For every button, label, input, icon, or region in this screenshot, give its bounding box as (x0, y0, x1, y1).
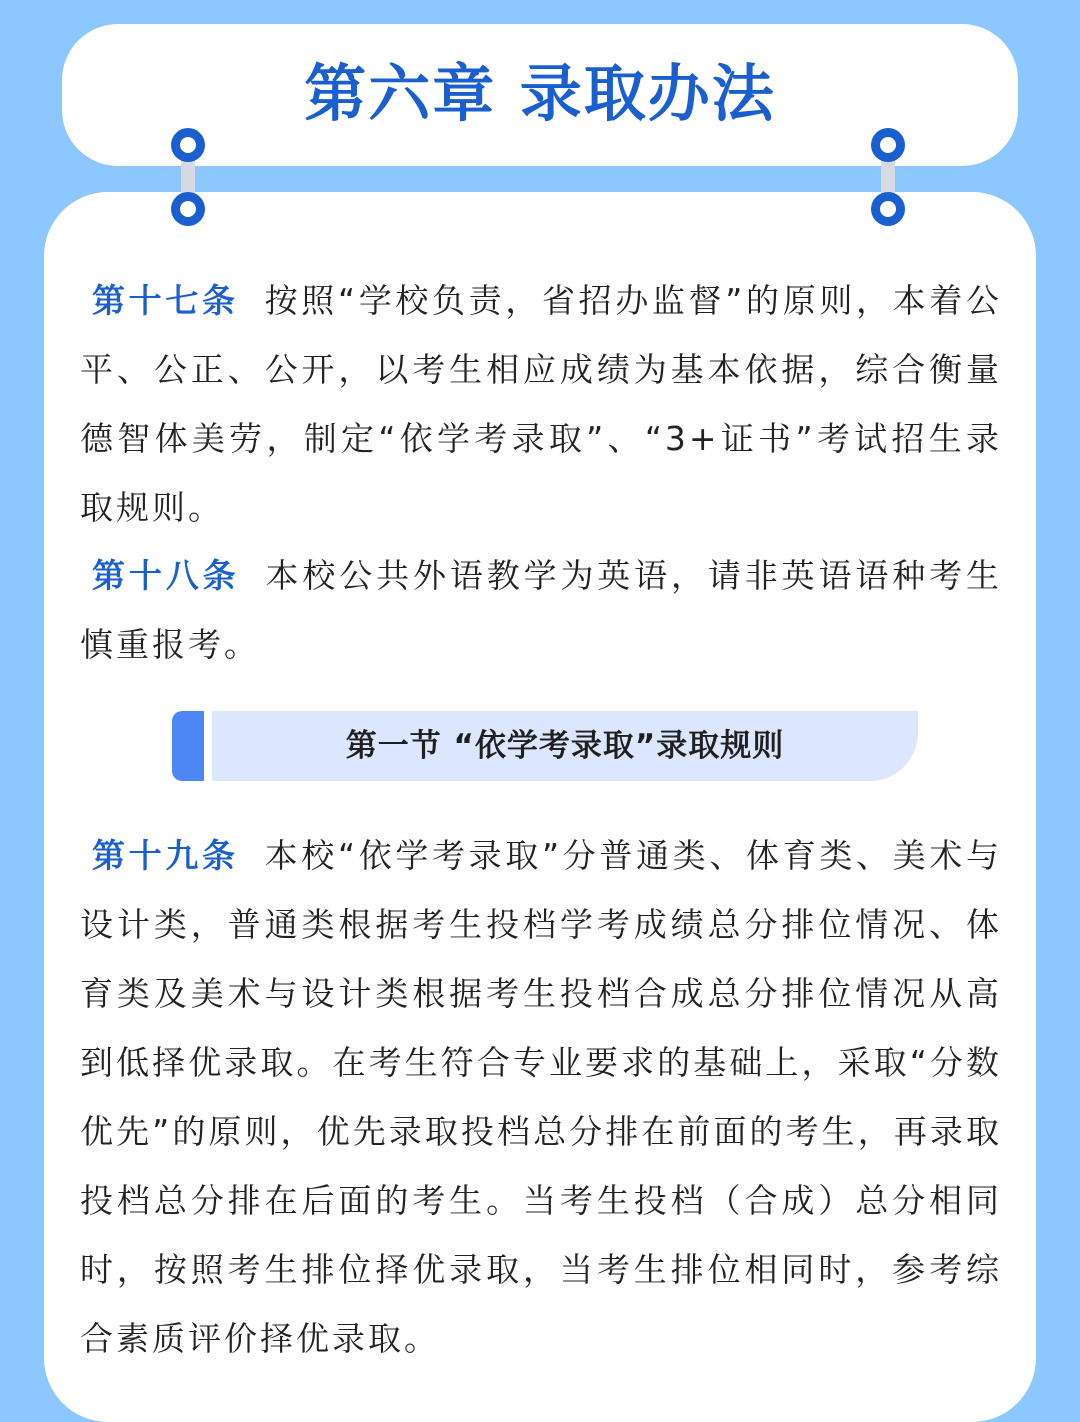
article-17 (80, 266, 1002, 542)
article-text: 本校公共外语教学为英语，请非英语语种考生慎重报考。 (80, 556, 1003, 664)
article-label: 第十八条 (92, 556, 240, 595)
binder-ring-right-icon (871, 128, 905, 228)
article-label: 第十九条 (92, 836, 239, 875)
binder-ring-left-icon (171, 128, 205, 228)
article-19 (80, 821, 1002, 1373)
article-text: 本校“依学考录取”分普通类、体育类、美术与设计类，普通类根据考生投档学考成绩总分排位情况、体育类及美术与设计类根据考生投档合成总分排位情况从高到低择优录取。在考生符合专业要求的基础上，采取“分数优先”的原则，优先录取投档总分排在前面的考生，再录取投档总分排在后面的考生。当考生投档（合成）总分相同时，按照考生排位择优录取，当考生排位相同时，参考综合素质评价择优录取。 (80, 836, 1002, 1358)
chapter-title: 第六章 录取办法 (304, 57, 776, 130)
section-accent-bar (172, 711, 204, 781)
article-18 (80, 541, 1002, 679)
section-banner (172, 711, 918, 781)
article-label: 第十七条 (92, 281, 239, 320)
section-title: 第一节 “依学考录取”录取规则 (345, 728, 785, 764)
article-text: 按照“学校负责，省招办监督”的原则，本着公平、公正、公开，以考生相应成绩为基本依据，综合衡量德智体美劳，制定“依学考录取”、“3+证书”考试招生录取规则。 (80, 281, 1002, 527)
